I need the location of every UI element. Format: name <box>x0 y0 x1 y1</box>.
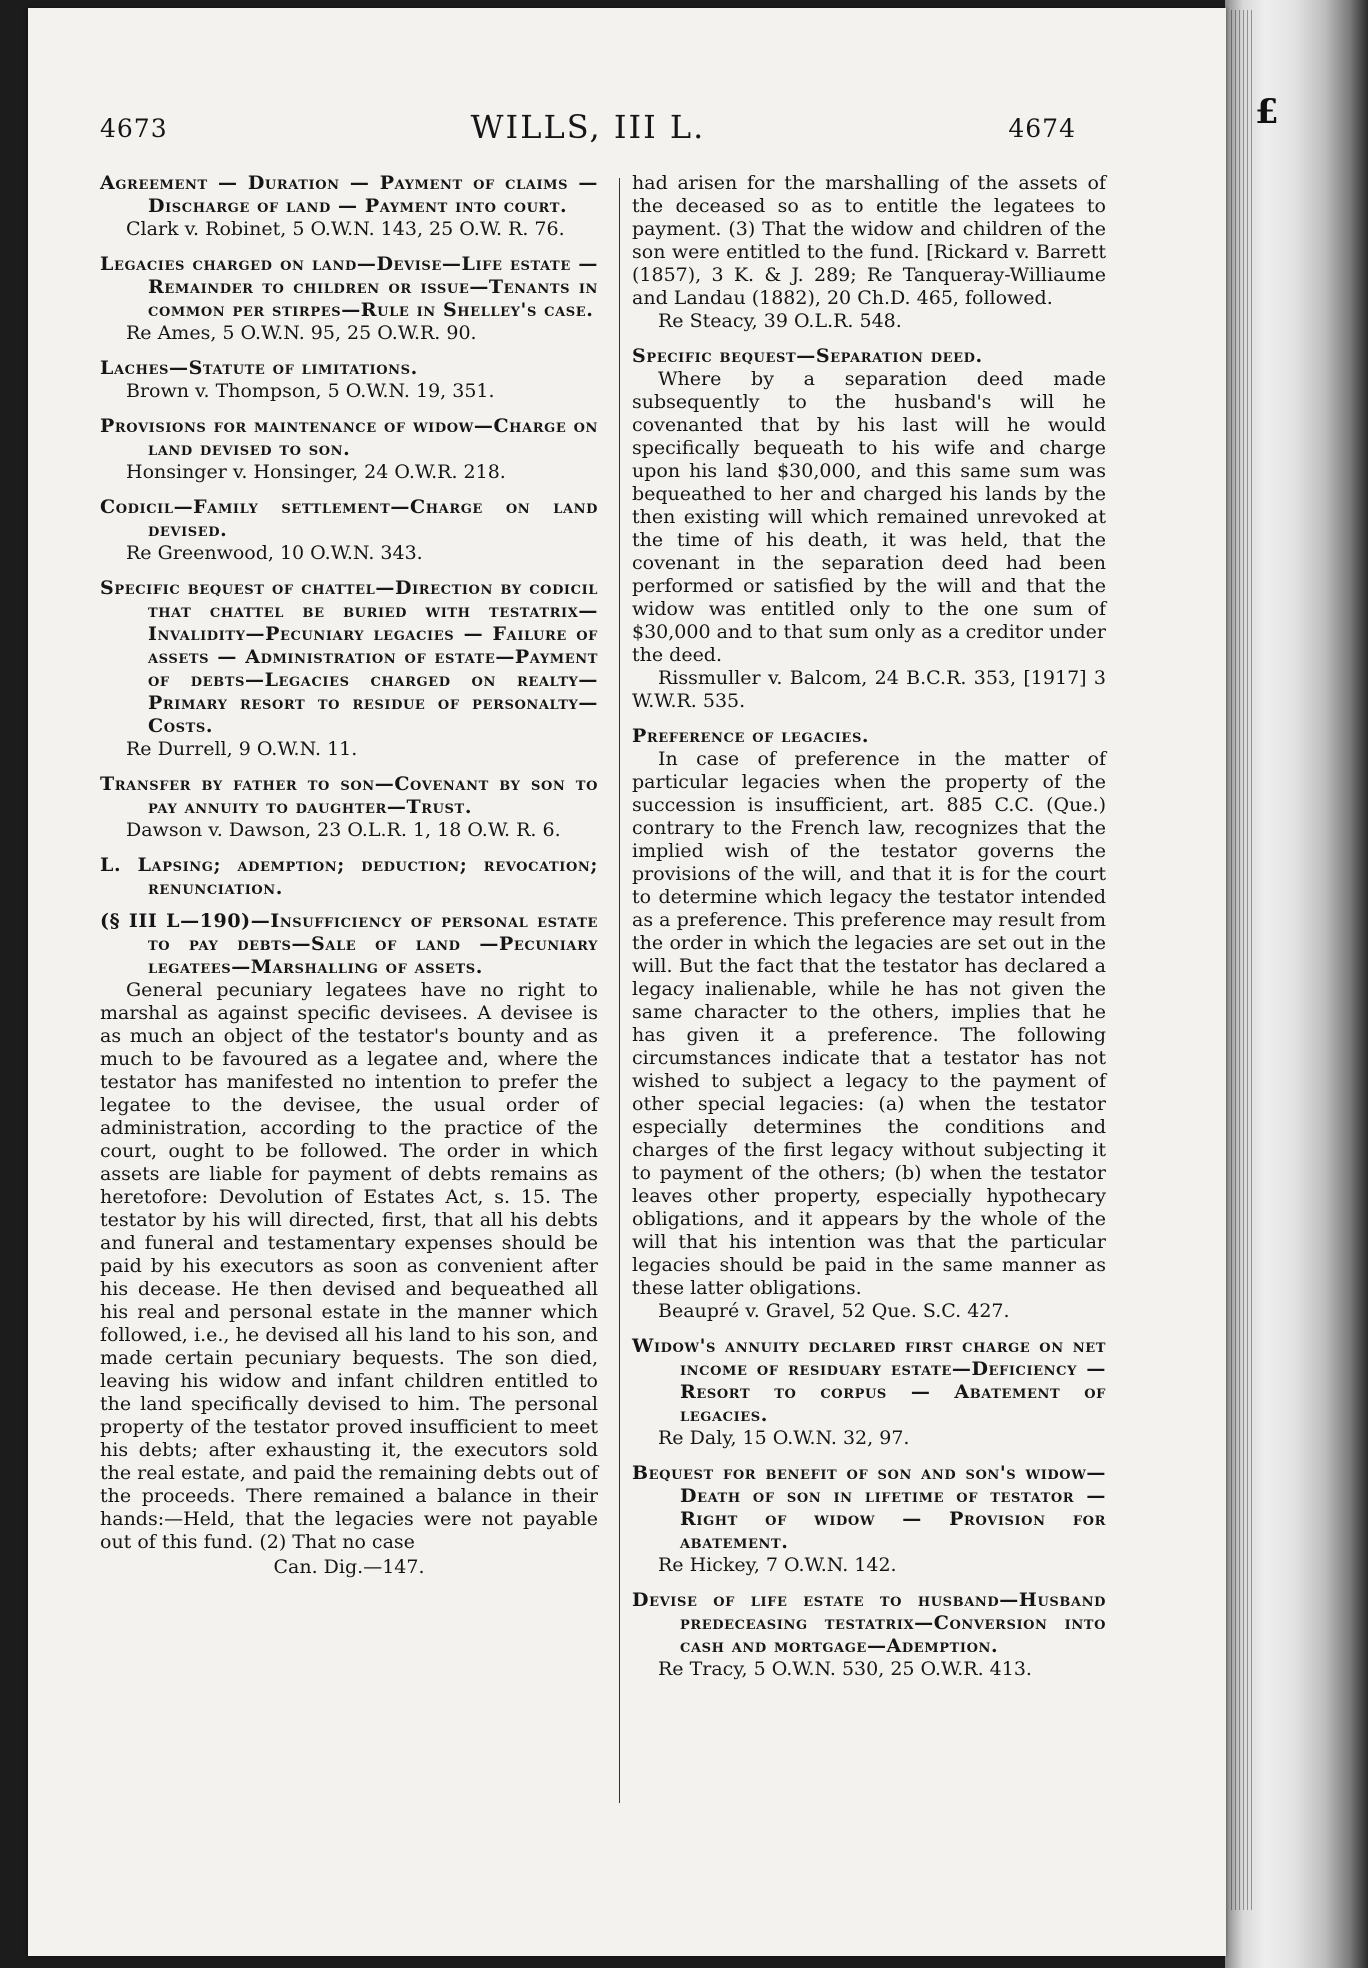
book-edge <box>1225 0 1368 1968</box>
continuation-paragraph: had arisen for the marshalling of the assets of the deceased so as to entitle the legatees to payment. (3) That the widow and children of the son were entitled to the fund. [Rickard v. Barrett (1857), 3 K. & J. 289; Re Tanqueray-Williaume and Landau (1882), 20 Ch.D. 465, followed. <box>632 172 1106 309</box>
page-edge-lines <box>1231 10 1253 1910</box>
running-header <box>100 108 1076 152</box>
entry-citation: Dawson v. Dawson, 23 O.L.R. 1, 18 O.W. R. 6. <box>126 819 561 841</box>
left-page-number: 4673 <box>100 114 168 143</box>
section-title: L. Lapsing; ademption; deduction; revocation; renunciation. <box>100 854 598 899</box>
edge-glyph: £ <box>1255 92 1279 132</box>
entry-heading: Specific bequest—Separation deed. <box>632 345 983 367</box>
book-page <box>28 8 1226 1956</box>
entry-citation: Re Tracy, 5 O.W.N. 530, 25 O.W.R. 413. <box>658 1658 1032 1680</box>
entry-heading: Laches—Statute of limitations. <box>100 357 418 379</box>
entry-citation: Beaupré v. Gravel, 52 Que. S.C. 427. <box>658 1300 1010 1322</box>
entry-heading: Widow's annuity declared first charge on net income of residuary estate—Deficiency — Resort to corpus — Abatement of legacies. <box>632 1335 1106 1426</box>
entry-body: In case of preference in the matter of particular legacies when the property of the succession is insufficient, art. 885 C.C. (Que.) contrary to the French law, recognizes that the implied wish of the testator governs the provisions of the will, and that it is for the court to determine which legacy the testator intended as a preference. This preference may result from the order in which the legacies are set out in the will. But the fact that the testator has declared a legacy inalienable, while he has not given the same character to the others, implies that he has given it a preference. The following circumstances indicate that a testator has not wished to subject a legacy to the payment of other special legacies: (a) when the testator especially determines the conditions and charges of the first legacy without subjecting it to payment of the others; (b) when the testator leaves other property, especially hypothecary obligations, and it appears by the whole of the will that his intention was that the particular legacies should be paid in the same manner as these latter obligations. <box>632 748 1106 1299</box>
right-page-number: 4674 <box>1008 114 1076 143</box>
entry-heading: Transfer by father to son—Covenant by son to pay annuity to daughter—Trust. <box>100 773 598 818</box>
entry-citation: Re Daly, 15 O.W.N. 32, 97. <box>658 1427 910 1449</box>
entry-citation: Re Greenwood, 10 O.W.N. 343. <box>126 542 423 564</box>
entry-heading: Codicil—Family settlement—Charge on land devised. <box>100 496 598 541</box>
entry-heading: Preference of legacies. <box>632 725 870 747</box>
digest-reference: Can. Dig.—147. <box>273 1556 425 1578</box>
entry-citation: Clark v. Robinet, 5 O.W.N. 143, 25 O.W. R. 76. <box>126 218 565 240</box>
running-title: WILLS, III L. <box>470 108 706 146</box>
entry-heading: Legacies charged on land—Devise—Life estate — Remainder to children or issue—Tenants in common per stirpes—Rule in Shelley's case. <box>100 253 598 321</box>
body-paragraph: General pecuniary legatees have no right to marshal as against specific devisees. A devisee is as much an object of the testator's bounty and as much to be favoured as a legatee and, where the testator has manifested no intention to prefer the legatee to the devisee, the usual order of administration, according to the practice of the court, ought to be followed. The order in which assets are liable for payment of debts remains as heretofore: Devolution of Estates Act, s. 15. The testator by his will directed, first, that all his debts and funeral and testamentary expenses should be paid by his executors as soon as convenient after his decease. He then devised and bequeathed all his real and personal estate in the manner which followed, i.e., he devised all his land to his son, and made certain pecuniary bequests. The son died, leaving his widow and infant children entitled to the land specifically devised to him. The personal property of the testator proved insufficient to meet his debts; after exhausting it, the executors sold the real estate, and paid the remaining debts out of the proceeds. There remained a balance in their hands:—Held, that the legacies were not payable out of this fund. (2) That no case <box>100 979 598 1553</box>
entry-citation: Rissmuller v. Balcom, 24 B.C.R. 353, [1917] 3 W.W.R. 535. <box>632 667 1106 712</box>
left-column <box>100 172 598 1579</box>
subsection-heading: (§ III L—190)—Insufficiency of personal estate to pay debts—Sale of land —Pecuniary legatees—Marshalling of assets. <box>100 910 598 978</box>
entry-heading: Agreement — Duration — Payment of claims — Discharge of land — Payment into court. <box>100 172 598 217</box>
entry-citation: Brown v. Thompson, 5 O.W.N. 19, 351. <box>126 380 495 402</box>
entry-heading: Bequest for benefit of son and son's widow—Death of son in lifetime of testator — Right of widow — Provision for abatement. <box>632 1462 1106 1553</box>
right-column <box>606 172 1106 1693</box>
entry-heading: Devise of life estate to husband—Husband predeceasing testatrix—Conversion into cash and mortgage—Ademption. <box>632 1589 1106 1657</box>
entry-citation: Honsinger v. Honsinger, 24 O.W.R. 218. <box>126 461 506 483</box>
entry-body: Where by a separation deed made subsequently to the husband's will he covenanted that by his last will he would specifically bequeath to his wife and charge upon his land $30,000, and this same sum was bequeathed to her and charged his lands by the then existing will which remained unrevoked at the time of his death, it was held, that the covenant in the separation deed had been performed or satisfied by the will and that the widow was entitled only to the one sum of $30,000 and to that sum only as a creditor under the deed. <box>632 368 1106 666</box>
entry-heading: Specific bequest of chattel—Direction by codicil that chattel be buried with testatrix—Invalidity—Pecuniary legacies — Failure of assets — Administration of estate—Payment of debts—Legacies charged on realty—Primary resort to residue of personalty—Costs. <box>100 577 598 737</box>
entry-heading: Provisions for maintenance of widow—Charge on land devised to son. <box>100 415 598 460</box>
entry-citation: Re Ames, 5 O.W.N. 95, 25 O.W.R. 90. <box>126 322 477 344</box>
entry-citation: Re Hickey, 7 O.W.N. 142. <box>658 1554 897 1576</box>
entry-citation: Re Steacy, 39 O.L.R. 548. <box>658 310 902 332</box>
entry-citation: Re Durrell, 9 O.W.N. 11. <box>126 738 358 760</box>
